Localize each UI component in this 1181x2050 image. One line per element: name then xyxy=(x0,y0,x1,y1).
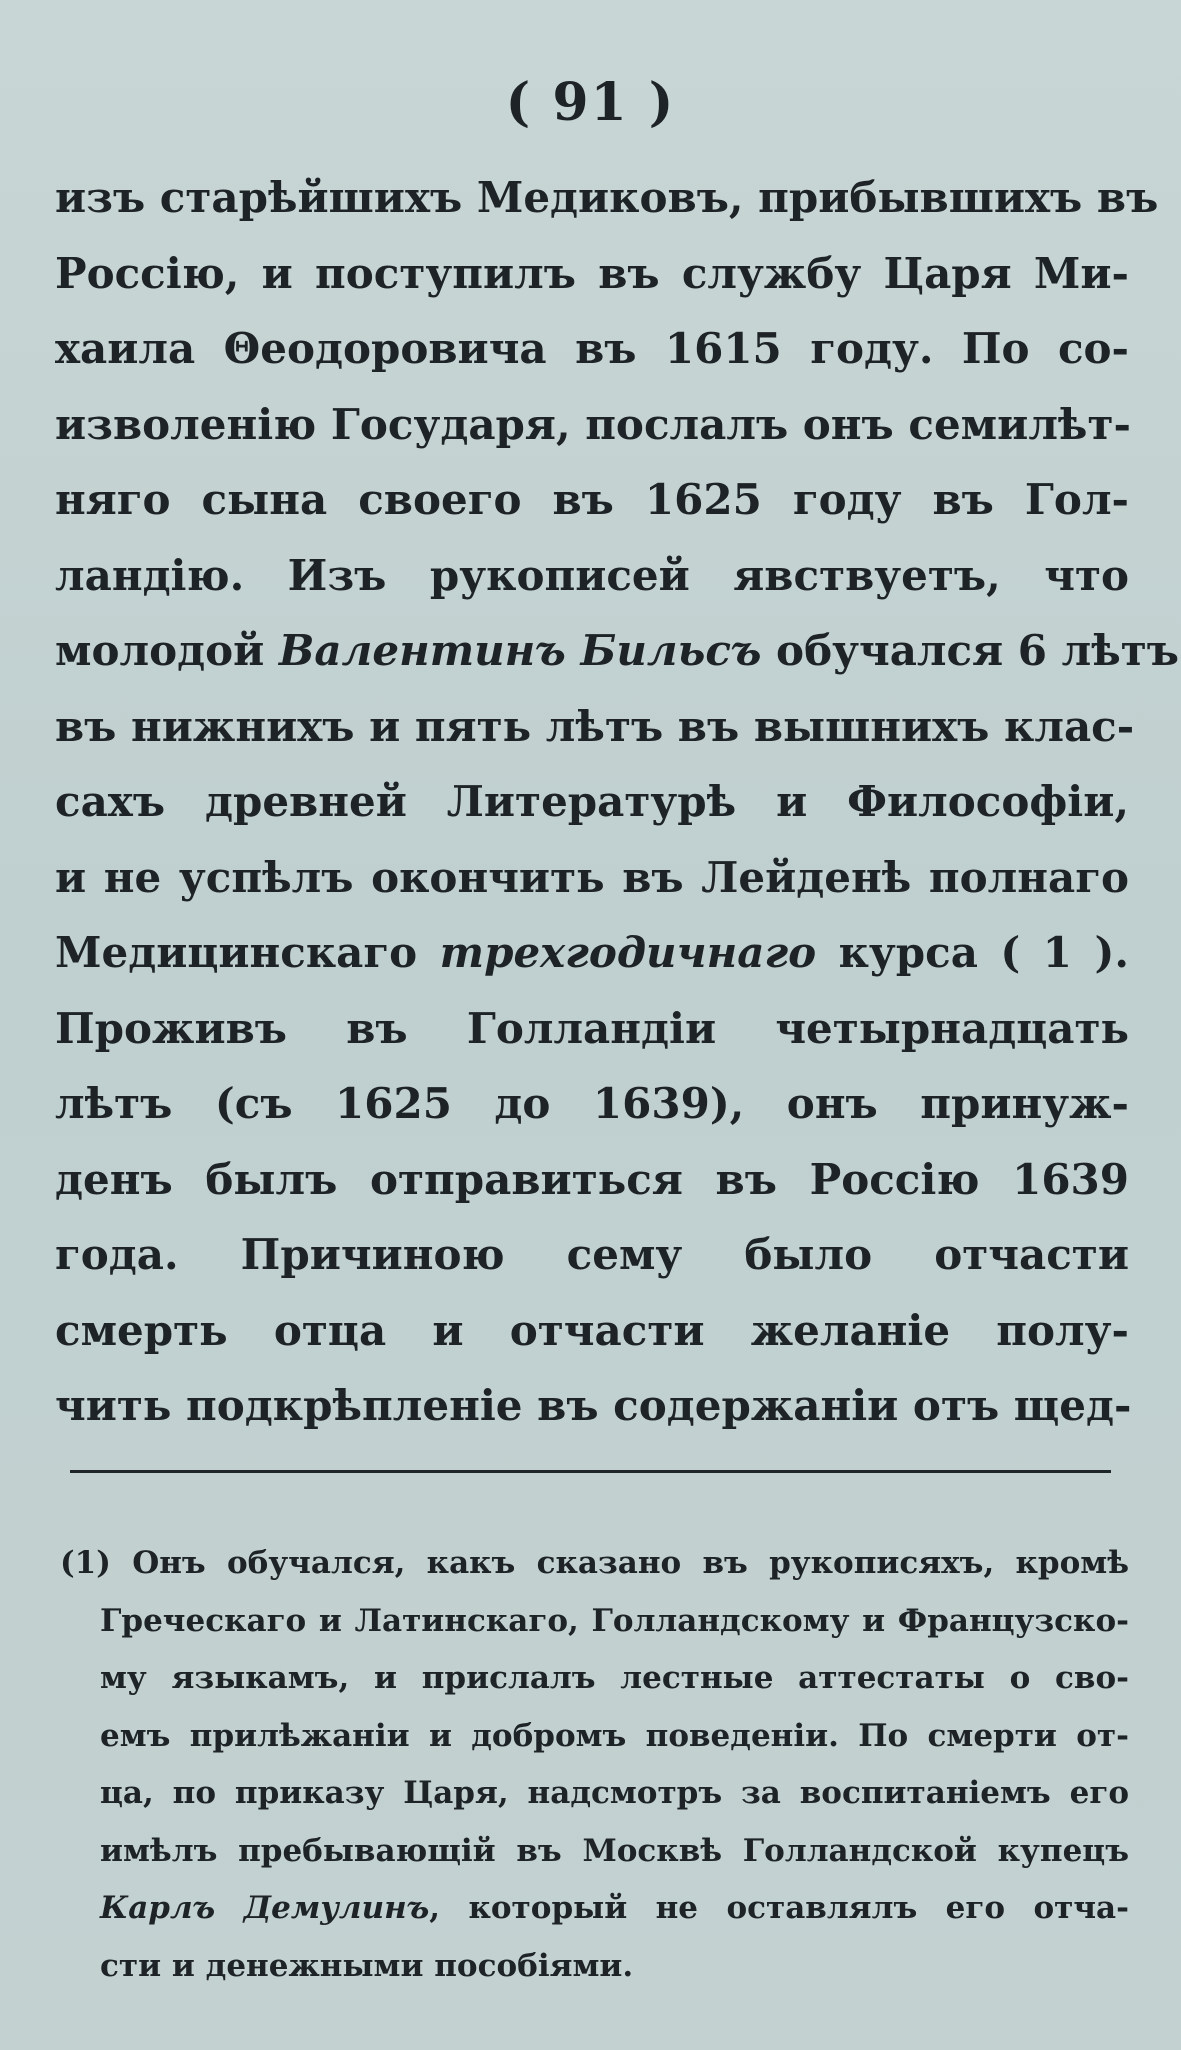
text-line xyxy=(55,462,1129,538)
text-line xyxy=(55,311,1129,387)
text-line xyxy=(55,915,1129,991)
text-line xyxy=(55,689,1135,765)
text-line xyxy=(55,840,1129,916)
text-line xyxy=(55,1217,1129,1293)
main-text xyxy=(55,160,1179,1444)
text-line xyxy=(55,538,1129,614)
text-run: му языкамъ, и прислалъ лестные аттестаты о сво- xyxy=(100,1660,1129,1696)
footnote-line xyxy=(60,1650,1129,1708)
text-run: Проживъ въ Голландіи четырнадцать xyxy=(55,1003,1129,1053)
text-line xyxy=(55,160,1159,236)
text-run: Россію, и поступилъ въ службу Царя Ми- xyxy=(55,248,1129,298)
text-run: денъ былъ отправиться въ Россію 1639 xyxy=(55,1154,1129,1204)
footnote-line xyxy=(60,1708,1129,1766)
text-run: смерть отца и отчасти желаніе полу- xyxy=(55,1305,1129,1355)
text-run: , который не оставлялъ его отча- xyxy=(429,1890,1129,1926)
italic-text: Валентинъ Бильсъ xyxy=(278,626,762,675)
text-run: сти и денежными пособіями. xyxy=(100,1947,634,1984)
text-line xyxy=(55,613,1179,689)
text-line xyxy=(55,1368,1132,1444)
footnote-line xyxy=(60,1880,1129,1938)
text-line xyxy=(55,1293,1129,1369)
footnote-line xyxy=(60,1593,1129,1651)
text-run: чить подкрѣпленіе въ содержаніи отъ щед- xyxy=(55,1381,1132,1430)
footnote-line xyxy=(60,1765,1129,1823)
text-run: молодой xyxy=(55,626,279,675)
text-line xyxy=(55,1142,1129,1218)
text-line xyxy=(55,387,1129,463)
text-run: няго сына своего въ 1625 году въ Гол- xyxy=(55,475,1129,524)
text-run: и не успѣлъ окончить въ Лейденѣ полнаго xyxy=(55,852,1129,902)
footnote xyxy=(60,1535,1129,1995)
footnote-divider xyxy=(70,1470,1111,1473)
text-run: Греческаго и Латинскаго, Голландскому и Французско- xyxy=(100,1602,1129,1639)
text-run: лѣтъ (съ 1625 до 1639), онъ принуж- xyxy=(55,1079,1129,1128)
text-line xyxy=(55,236,1129,312)
text-run: въ нижнихъ и пять лѣтъ въ вышнихъ клас- xyxy=(55,701,1135,751)
footnote-line xyxy=(60,1823,1129,1881)
text-line xyxy=(55,991,1129,1067)
text-run: курса ( 1 ). xyxy=(816,928,1129,977)
text-run: обучался 6 лѣтъ xyxy=(761,626,1179,675)
footnote-line xyxy=(60,1535,1129,1593)
text-run: ца, по приказу Царя, надсмотръ за воспитаніемъ его xyxy=(100,1775,1129,1811)
page-number: ( 91 ) xyxy=(505,72,676,133)
footnote-line xyxy=(60,1938,1129,1996)
text-line xyxy=(55,764,1129,840)
text-run: имѣлъ пребывающій въ Москвѣ Голландской купецъ xyxy=(100,1832,1129,1869)
text-run: (1) Онъ обучался, какъ сказано въ рукописяхъ, кромѣ xyxy=(60,1545,1129,1581)
text-run: емъ прилѣжаніи и добромъ поведеніи. По смерти от- xyxy=(100,1717,1129,1754)
text-line xyxy=(55,1066,1129,1142)
text-run: года. Причиною сему было отчасти xyxy=(55,1230,1129,1279)
text-run: изъ старѣйшихъ Медиковъ, прибывшихъ въ xyxy=(55,173,1159,222)
italic-text: Карлъ Демулинъ xyxy=(100,1890,430,1926)
text-run: хаила Θеодоровича въ 1615 году. По со- xyxy=(55,324,1129,373)
text-run: сахъ древней Литературѣ и Философіи, xyxy=(55,777,1129,826)
text-run: ландію. Изъ рукописей явствуетъ, что xyxy=(55,550,1129,600)
italic-text: трехгодичнаго xyxy=(439,928,817,977)
text-run: Медицинскаго xyxy=(55,928,440,977)
text-run: изволенію Государя, послалъ онъ семилѣт- xyxy=(55,399,1131,449)
